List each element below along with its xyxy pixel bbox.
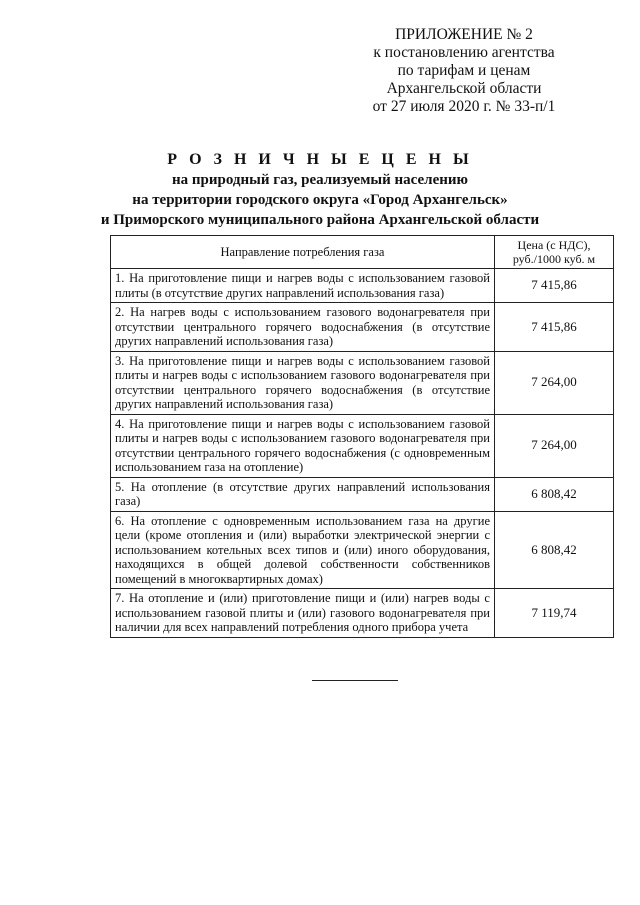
row-price: 7 415,86: [495, 303, 614, 352]
appendix-title: ПРИЛОЖЕНИЕ № 2: [395, 26, 533, 43]
appendix-date: от 27 июля 2020 г. № 33-п/1: [372, 98, 556, 115]
appendix-line: к постановлению агентства: [373, 44, 555, 61]
price-table: [110, 235, 614, 638]
table-row: [111, 589, 614, 638]
title-subtitle: и Приморского муниципального района Архангельской области: [100, 212, 540, 228]
row-direction: 1. На приготовление пищи и нагрев воды с использованием газовой плиты (в отсутствие других направлений использования газа): [111, 269, 495, 303]
appendix-line: по тарифам и ценам: [397, 62, 531, 79]
appendix-block: [334, 26, 594, 116]
table-header-row: [111, 236, 614, 269]
header-price: Цена (с НДС), руб./1000 куб. м: [495, 236, 614, 269]
header-direction: Направление потребления газа: [111, 236, 495, 269]
table-row: [111, 303, 614, 352]
title-main: Р О З Н И Ч Н Ы Е Ц Е Н Ы: [167, 151, 473, 168]
document-title: [0, 150, 640, 230]
title-subtitle: на природный газ, реализуемый населению: [172, 172, 468, 188]
end-divider: [312, 680, 398, 681]
row-price: 7 264,00: [495, 414, 614, 477]
row-direction: 4. На приготовление пищи и нагрев воды с использованием газовой плиты и нагрев воды с использованием газового водонагревателя при отсутствии центрального горячего водоснабжения (с одновременным использованием газа на отопление): [111, 414, 495, 477]
title-subtitle: на территории городского округа «Город Архангельск»: [132, 192, 508, 208]
row-direction: 6. На отопление с одновременным использованием газа на другие цели (кроме отопления и (или) выработки электрической энергии с использованием котельных всех типов и (или) иного оборудования, находящихся в общей долевой собственности собственников помещений в многоквартирных домах): [111, 511, 495, 589]
row-direction: 7. На отопление и (или) приготовление пищи и (или) нагрев воды с использованием газовой плиты и (или) газового водонагревателя при наличии для всех направлений потребления одного прибора учета: [111, 589, 495, 638]
table-row: [111, 414, 614, 477]
table-row: [111, 351, 614, 414]
table-row: [111, 511, 614, 589]
row-price: 7 264,00: [495, 351, 614, 414]
table-row: [111, 269, 614, 303]
table-row: [111, 477, 614, 511]
appendix-line: Архангельской области: [386, 80, 542, 97]
row-direction: 5. На отопление (в отсутствие других направлений использования газа): [111, 477, 495, 511]
row-price: 6 808,42: [495, 477, 614, 511]
row-direction: 2. На нагрев воды с использованием газового водонагревателя при отсутствии центрального горячего водоснабжения (в отсутствие других направлений использования газа): [111, 303, 495, 352]
row-direction: 3. На приготовление пищи и нагрев воды с использованием газовой плиты и нагрев воды с использованием газового водонагревателя при отсутствии центрального горячего водоснабжения (в отсутствие других направлений использования газа): [111, 351, 495, 414]
row-price: 6 808,42: [495, 511, 614, 589]
row-price: 7 415,86: [495, 269, 614, 303]
row-price: 7 119,74: [495, 589, 614, 638]
